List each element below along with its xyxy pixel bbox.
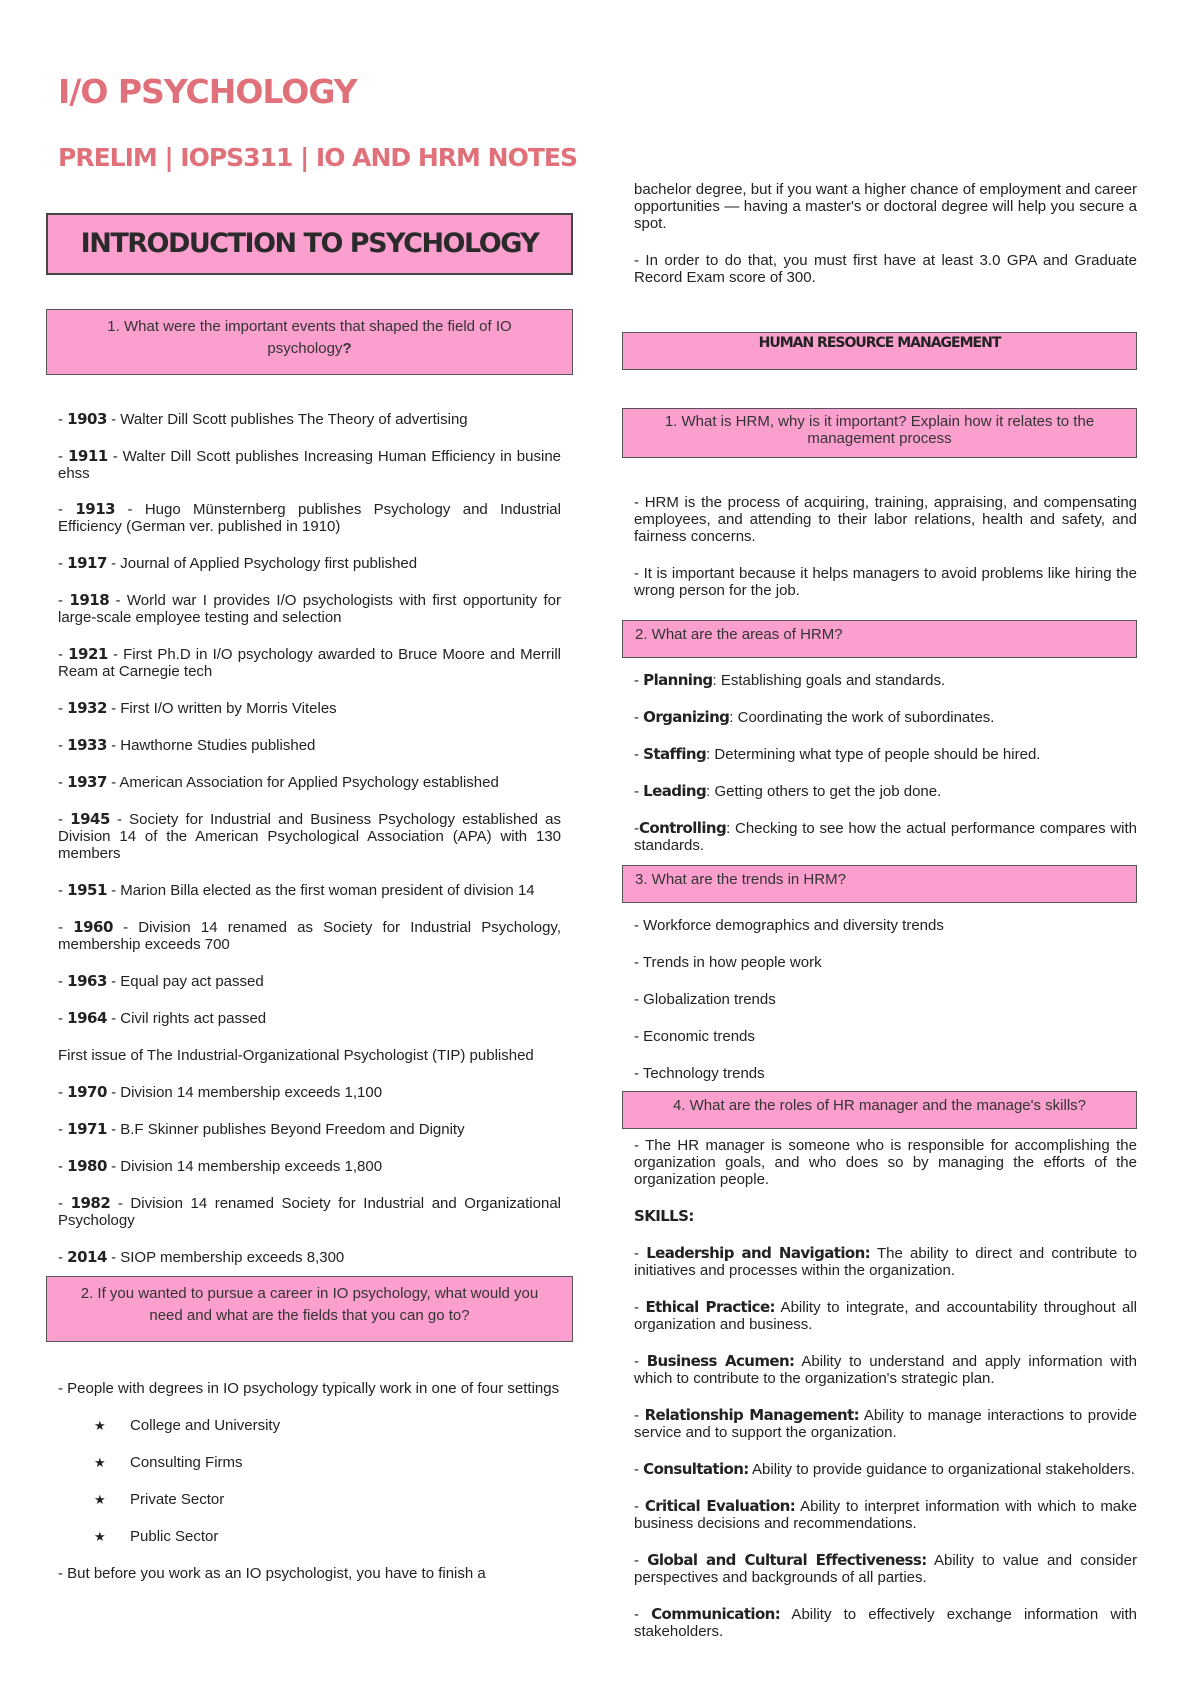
- question-text: 1. What were the important events that shaped the field of IO psychology: [107, 318, 512, 357]
- list-item: - Relationship Management: Ability to manage interactions to provide service and to support the organization.: [634, 1406, 1137, 1441]
- timeline-item: - 1951 - Marion Billa elected as the first woman president of division 14: [58, 881, 535, 899]
- timeline-item: - 1903 - Walter Dill Scott publishes The Theory of advertising: [58, 410, 468, 428]
- timeline-item: - 1970 - Division 14 membership exceeds 1,100: [58, 1083, 383, 1101]
- list-item: ★ Private Sector: [94, 1491, 225, 1508]
- list-item: ★ Consulting Firms: [94, 1454, 243, 1471]
- settings-intro: - People with degrees in IO psychology typically work in one of four settings: [58, 1380, 560, 1397]
- list-item: - Leading: Getting others to get the job done.: [634, 782, 942, 800]
- list-item: - Trends in how people work: [634, 954, 822, 971]
- list-item: - Critical Evaluation: Ability to interpret information with which to make business decisions and recommendations.: [634, 1497, 1137, 1532]
- list-item: -Controlling: Checking to see how the actual performance compares with standards.: [634, 819, 1137, 854]
- list-item: - Economic trends: [634, 1028, 755, 1045]
- list-item: - Globalization trends: [634, 991, 776, 1008]
- areas-list: [634, 672, 1137, 854]
- tip-line: First issue of The Industrial-Organizational Psychologist (TIP) published: [58, 1047, 534, 1064]
- hrm-question-4: 4. What are the roles of HR manager and the manage's skills?: [622, 1091, 1137, 1129]
- page-title: I/O PSYCHOLOGY: [58, 72, 357, 111]
- timeline-item: - 1980 - Division 14 membership exceeds 1,800: [58, 1157, 383, 1175]
- hrm-title-box: [622, 332, 1137, 370]
- timeline-list: [58, 411, 561, 1266]
- trends-list: [634, 917, 1137, 1082]
- star-icon: ★: [94, 1492, 106, 1507]
- timeline-item: - 1960 - Division 14 renamed as Society for Industrial Psychology, membership exceeds 700: [58, 918, 561, 953]
- skills-label: SKILLS:: [634, 1207, 694, 1225]
- star-icon: ★: [94, 1418, 106, 1433]
- answer-text: - The HR manager is someone who is responsible for accomplishing the organization goals, and who does so by managing the efforts of the organization people.: [634, 1137, 1137, 1188]
- timeline-item: - 1913 - Hugo Münsternberg publishes Psychology and Industrial Efficiency (German ver. published in 1910): [58, 500, 561, 535]
- skills-list: [634, 1245, 1137, 1640]
- list-item: - Business Acumen: Ability to understand and apply information with which to contribute to the organization's strategic plan.: [634, 1352, 1137, 1387]
- question-text: 2. If you wanted to pursue a career in IO psychology, what would you need and what are the fields that you can go to?: [80, 1285, 539, 1324]
- list-item: - Technology trends: [634, 1065, 765, 1082]
- answer-text: - HRM is the process of acquiring, training, appraising, and compensating employees, and attending to their labor relations, health and safety, and fairness concerns.: [634, 494, 1137, 545]
- answer-text: - It is important because it helps managers to avoid problems like hiring the wrong person for the job.: [634, 565, 1137, 599]
- list-item: - Workforce demographics and diversity trends: [634, 917, 944, 934]
- list-item: - Communication: Ability to effectively exchange information with stakeholders.: [634, 1605, 1137, 1640]
- left-column: [58, 213, 561, 1582]
- timeline-item: - 1982 - Division 14 renamed Society for Industrial and Organizational Psychology: [58, 1194, 561, 1229]
- list-item: - Organizing: Coordinating the work of subordinates.: [634, 708, 995, 726]
- timeline-item: - 1971 - B.F Skinner publishes Beyond Freedom and Dignity: [58, 1120, 465, 1138]
- list-item: ★ Public Sector: [94, 1528, 219, 1545]
- list-item: - Global and Cultural Effectiveness: Ability to value and consider perspectives and backgrounds of all parties.: [634, 1551, 1137, 1586]
- right-column: [634, 181, 1137, 1640]
- question-mark: ?: [342, 340, 352, 357]
- hrm-question-3: 3. What are the trends in HRM?: [622, 865, 1137, 903]
- list-item: - Planning: Establishing goals and standards.: [634, 671, 946, 689]
- timeline-item: - 1911 - Walter Dill Scott publishes Increasing Human Efficiency in busine ehss: [58, 447, 561, 482]
- timeline-item: - 2014 - SIOP membership exceeds 8,300: [58, 1248, 345, 1266]
- list-item: - Staffing: Determining what type of people should be hired.: [634, 745, 1041, 763]
- section-title: INTRODUCTION TO PSYCHOLOGY: [80, 228, 539, 259]
- star-icon: ★: [94, 1529, 106, 1544]
- hrm-title: HUMAN RESOURCE MANAGEMENT: [758, 335, 1001, 351]
- timeline-item: - 1917 - Journal of Applied Psychology first published: [58, 554, 418, 572]
- settings-list: [58, 1417, 561, 1545]
- hrm-question-1: 1. What is HRM, why is it important? Explain how it relates to the management process: [622, 408, 1137, 458]
- list-item: - Consultation: Ability to provide guidance to organizational stakeholders.: [634, 1460, 1135, 1478]
- timeline-item: - 1933 - Hawthorne Studies published: [58, 736, 316, 754]
- list-item: - Ethical Practice: Ability to integrate, and accountability throughout all organization and business.: [634, 1298, 1137, 1333]
- timeline-item: - 1918 - World war I provides I/O psychologists with first opportunity for large-scale employee testing and selection: [58, 591, 561, 626]
- continued-text: - In order to do that, you must first have at least 3.0 GPA and Graduate Record Exam score of 300.: [634, 252, 1137, 286]
- star-icon: ★: [94, 1455, 106, 1470]
- list-item: - Leadership and Navigation: The ability to direct and contribute to initiatives and processes within the organization.: [634, 1244, 1138, 1279]
- closing-text: - But before you work as an IO psychologist, you have to finish a: [58, 1565, 486, 1582]
- timeline-item: - 1932 - First I/O written by Morris Viteles: [58, 699, 337, 717]
- timeline-item: - 1964 - Civil rights act passed: [58, 1009, 267, 1027]
- timeline-item: - 1921 - First Ph.D in I/O psychology awarded to Bruce Moore and Merrill Ream at Carnegie tech: [58, 645, 561, 680]
- page-subtitle: PRELIM | IOPS311 | IO AND HRM NOTES: [58, 143, 577, 172]
- list-item: ★ College and University: [94, 1417, 281, 1434]
- question-box-2: [46, 1276, 573, 1342]
- section-title-box: [46, 213, 573, 275]
- timeline-item: - 1963 - Equal pay act passed: [58, 972, 264, 990]
- timeline-item: - 1945 - Society for Industrial and Business Psychology established as Division 14 of the American Psychological Association (APA) with 130 members: [58, 810, 561, 862]
- question-box-1: [46, 309, 573, 375]
- timeline-item: - 1937 - American Association for Applied Psychology established: [58, 773, 499, 791]
- continued-text: bachelor degree, but if you want a higher chance of employment and career opportunities — having a master's or doctoral degree will help you secure a spot.: [634, 181, 1137, 232]
- hrm-question-2: 2. What are the areas of HRM?: [622, 620, 1137, 658]
